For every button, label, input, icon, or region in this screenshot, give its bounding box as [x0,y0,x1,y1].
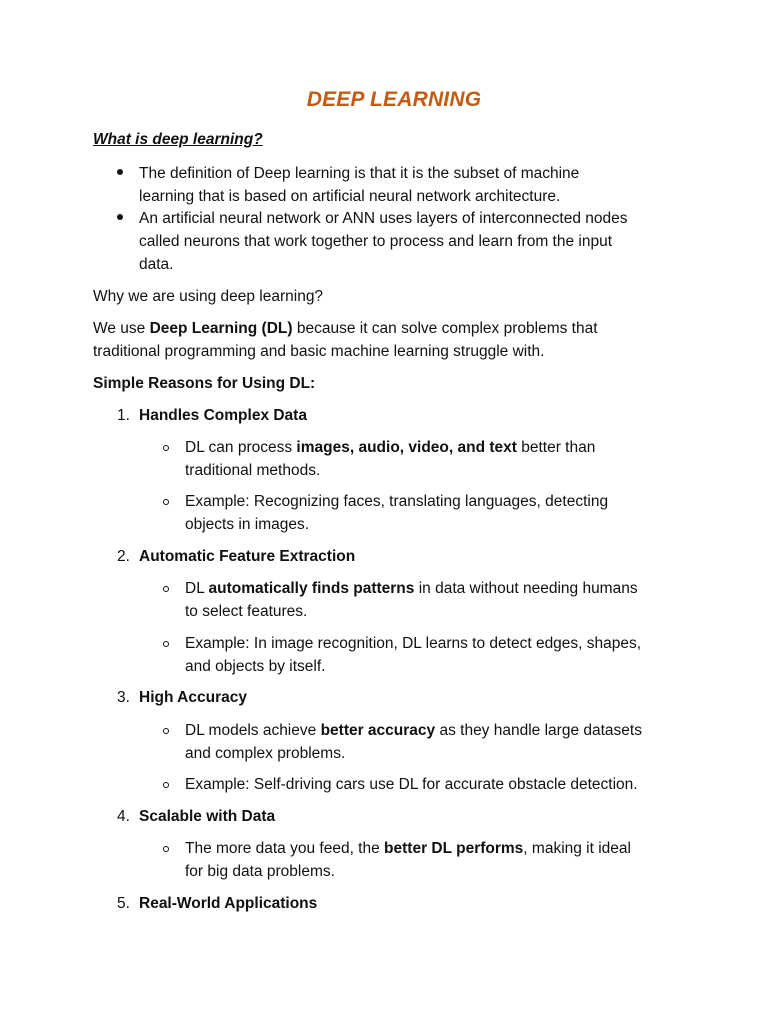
reason-4-title: Scalable with Data [139,808,276,825]
reason-2-sub-2-line-1: Example: In image recognition, DL learns to detect edges, shapes, [185,635,642,652]
reason-1-title: Handles Complex Data [139,407,307,424]
reason-5-number: 5. [117,895,130,912]
circle-bullet-icon [163,586,169,592]
sub-bold: better DL performs [384,840,524,857]
sub-post: , making it ideal [523,840,631,857]
sub-bold: images, audio, video, and text [296,439,517,456]
sub-pre: DL can process [185,439,297,456]
reason-4-sub-1-line-2: for big data problems. [185,863,335,880]
sub-pre: DL models achieve [185,722,321,739]
reason-1-sub-1-line-1 [185,436,595,459]
reason-2-sub-1-line-1 [185,577,638,600]
sub-post: as they handle large datasets [435,722,642,739]
sub-pre: DL [185,580,209,597]
reason-1-sub-1-line-2: traditional methods. [185,462,321,479]
sub-bold: automatically finds patterns [208,580,415,597]
reason-2-title: Automatic Feature Extraction [139,548,356,565]
bullet-1-line-2: learning that is based on artificial neural network architecture. [139,188,561,205]
sub-post: in data without needing humans [414,580,638,597]
reason-3-number: 3. [117,689,130,706]
sub-post: better than [516,439,596,456]
bullet-2-line-3: data. [139,256,174,273]
page-title: DEEP LEARNING [306,88,482,111]
circle-bullet-icon [163,499,169,505]
reason-1-sub-2-line-2: objects in images. [185,516,310,533]
question-heading: What is deep learning? [93,131,263,148]
reason-3-sub-1-line-1 [185,719,642,742]
reason-3-sub-2-line-1: Example: Self-driving cars use DL for accurate obstacle detection. [185,776,638,793]
intro-pre: We use [93,320,150,337]
reason-5-title: Real-World Applications [139,895,318,912]
intro-line-2: traditional programming and basic machine learning struggle with. [93,343,545,360]
bullet-2-line-1: An artificial neural network or ANN uses layers of interconnected nodes [139,210,628,227]
bullet-icon [117,169,123,175]
intro-line-1 [93,317,598,340]
bullet-2-line-2: called neurons that work together to process and learn from the input [139,233,613,250]
circle-bullet-icon [163,445,169,451]
circle-bullet-icon [163,846,169,852]
reason-2-sub-1-line-2: to select features. [185,603,308,620]
sub-pre: The more data you feed, the [185,840,385,857]
reason-2-number: 2. [117,548,130,565]
sub-bold: better accuracy [320,722,436,739]
bullet-icon [117,214,123,220]
reason-2-sub-2-line-2: and objects by itself. [185,658,326,675]
reason-4-sub-1-line-1 [185,837,631,860]
reason-4-number: 4. [117,808,130,825]
circle-bullet-icon [163,782,169,788]
circle-bullet-icon [163,728,169,734]
intro-bold: Deep Learning (DL) [149,320,293,337]
reason-1-number: 1. [117,407,130,424]
circle-bullet-icon [163,641,169,647]
reason-1-sub-2-line-1: Example: Recognizing faces, translating languages, detecting [185,493,609,510]
reason-3-sub-1-line-2: and complex problems. [185,745,346,762]
why-question: Why we are using deep learning? [93,288,324,305]
reason-3-title: High Accuracy [139,689,247,706]
bullet-1-line-1: The definition of Deep learning is that it is the subset of machine [139,165,580,182]
reasons-heading: Simple Reasons for Using DL: [93,375,316,392]
intro-post: because it can solve complex problems that [292,320,598,337]
